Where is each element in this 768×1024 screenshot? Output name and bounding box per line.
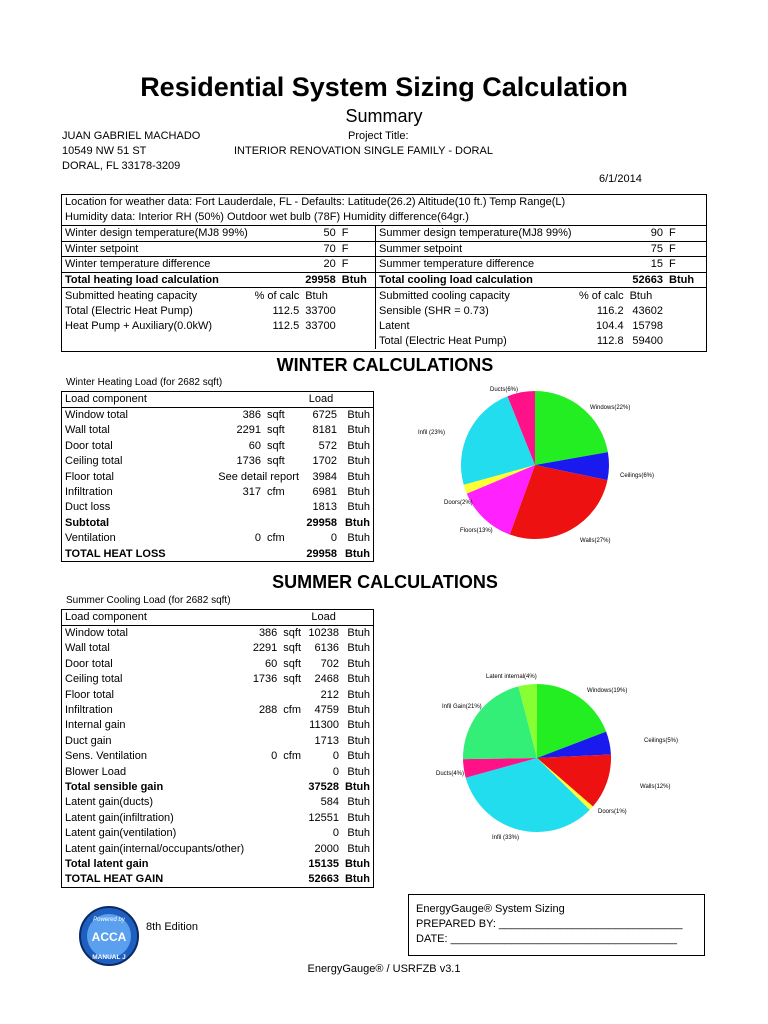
row-unit: Btuh [347,673,370,686]
row-qty: 2291 [252,642,278,655]
row-qty-unit: cfm [267,486,285,499]
summary-unit: F [341,227,349,240]
pie-label: Doors(1%) [598,809,627,815]
row-name: Subtotal [65,516,109,529]
summary-row [62,303,375,318]
table-row [62,764,373,779]
row-load: 584 [320,796,339,809]
row-name: Duct gain [65,734,112,747]
row-qty: 1736 [252,673,278,686]
table-row [62,779,373,794]
logo-bottom-text: MANUAL J [92,954,126,961]
summary-unit: F [341,258,349,271]
row-load: 37528 [308,780,339,793]
summer-section-title: SUMMER CALCULATIONS [272,572,498,592]
acca-logo [78,905,140,967]
table-row [62,656,373,671]
summary-unit [339,318,375,333]
summary-value: 15 [650,258,663,271]
row-unit: Btuh [347,501,370,514]
row-unit: Btuh [347,470,370,483]
logo-mid-text: ACCA [91,930,127,944]
version-label: EnergyGauge® / USRFZB v3.1 [307,963,461,975]
pie-label: Ducts(4%) [436,771,465,777]
summary-unit [666,318,706,333]
row-qty: 0 [254,532,261,545]
summary-row [376,334,706,349]
row-unit: Btuh [347,842,370,855]
project-title-label: Project Title: [348,130,409,142]
table-row [62,810,373,825]
summary-value: 29958 [305,273,336,286]
box-title: EnergyGauge® System Sizing [416,903,565,915]
table-row [62,672,373,687]
summary-row [62,288,375,303]
row-name: Window total [65,409,128,422]
summary-row [376,303,706,318]
row-qty [202,500,264,515]
summary-unit: F [669,258,676,271]
row-qty [247,733,280,748]
table-row [62,641,373,656]
summary-label: Winter temperature difference [65,258,211,271]
row-qty-unit [280,825,305,840]
row-name: Total latent gain [65,857,149,870]
pie-label: Ceilings(6%) [620,473,655,479]
row-qty-unit [264,500,302,515]
summary-value: 43602 [632,304,663,317]
table-row [62,872,373,887]
summary-label [62,334,251,349]
table-row [62,749,373,764]
row-qty: 2291 [236,424,261,437]
table-row [62,687,373,702]
row-unit: Btuh [347,688,370,701]
summary-value: 33700 [305,304,336,317]
summary-label: Summer design temperature(MJ8 99%) [379,227,572,240]
summary-left [62,225,376,349]
summary-pct: 112.5 [272,304,300,317]
row-load: 10238 [308,627,339,640]
table-row [62,625,373,640]
row-name: TOTAL HEAT LOSS [65,547,166,560]
pie-label: Infil (33%) [492,835,520,841]
row-qty-unit: cfm [283,750,302,763]
row-qty: 1736 [236,455,261,468]
table-row [62,856,373,871]
row-load: 0 [332,765,339,778]
summary-row [62,318,375,333]
summary-label: Latent [379,320,410,333]
logo-top-text: Powered by [93,917,125,923]
summary-value: 20 [323,258,336,271]
table-row [62,718,373,733]
pie-label: Doors(2%) [444,500,473,506]
winter-section-title: WINTER CALCULATIONS [276,355,494,375]
row-unit: Btuh [347,486,370,499]
summary-row [376,226,706,241]
summary-row [62,334,375,349]
col-component: Load component [65,393,147,406]
summary-box [61,194,707,352]
row-unit: Btuh [347,765,370,778]
summary-pct: % of calc [254,289,300,302]
summary-row [376,288,706,303]
row-load: 6725 [312,409,337,422]
table-header [62,392,373,407]
row-unit: Btuh [344,516,370,529]
summary-pct [575,241,627,256]
row-qty [202,546,264,561]
row-unit: Btuh [347,439,370,452]
row-name: Infiltration [65,704,113,717]
summary-label: Submitted cooling capacity [379,289,510,302]
row-qty [247,795,280,810]
row-unit: Btuh [347,627,370,640]
row-unit: Btuh [347,424,370,437]
row-unit: Btuh [347,827,370,840]
row-qty-unit [264,546,302,561]
row-load: 1813 [312,501,337,514]
row-name: Latent gain(infiltration) [65,811,174,824]
summary-pct: 104.4 [596,320,624,333]
summary-pct: % of calc [578,289,624,302]
table-row [62,531,373,546]
summary-row [62,241,375,256]
table-row [62,454,373,469]
row-qty [247,810,280,825]
row-unit: Btuh [347,750,370,763]
row-unit: Btuh [347,642,370,655]
summary-label: Heat Pump + Auxiliary(0.0kW) [65,320,213,333]
row-qty [247,825,280,840]
pie-label: Windows(19%) [587,688,628,694]
summary-pct: 116.2 [596,304,624,317]
row-qty [247,687,280,702]
summary-unit [339,303,375,318]
summary-unit: Btuh [341,273,367,286]
row-load: 702 [320,657,339,670]
row-qty [202,515,264,530]
summary-label: Summer setpoint [379,243,463,256]
row-qty-unit: sqft [267,424,285,437]
row-load: 11300 [309,719,339,732]
table-row [62,484,373,499]
summer-caption: Summer Cooling Load (for 2682 sqft) [66,595,231,606]
table-row [62,825,373,840]
row-qty: See detail report [218,470,299,483]
row-qty-unit: sqft [283,673,302,686]
row-qty-unit: sqft [267,439,285,452]
summary-pct [575,272,627,287]
row-load: 0 [330,532,337,545]
row-qty-unit [264,515,302,530]
summer-table [61,609,374,888]
table-row [62,795,373,810]
row-name: Sens. Ventilation [65,750,147,763]
summary-row [62,272,375,287]
row-load: 1713 [314,734,339,747]
winter-table [61,391,374,562]
row-qty-unit: sqft [267,409,285,422]
row-qty-unit [280,733,305,748]
row-qty: 60 [265,657,278,670]
summary-unit: F [341,243,349,256]
row-name: Floor total [65,688,114,701]
row-load: 1702 [312,455,337,468]
row-qty [247,718,280,733]
row-load: 2468 [314,673,339,686]
row-qty [247,841,280,856]
summary-label: Total (Electric Heat Pump) [65,304,193,317]
row-unit: Btuh [344,857,370,870]
report-date: 6/1/2014 [599,173,642,185]
row-qty-unit [280,872,305,887]
row-unit: Btuh [347,796,370,809]
row-unit: Btuh [347,409,370,422]
pie-label: Walls(12%) [640,784,671,790]
pie-label: Infil (23%) [418,430,446,436]
row-name: TOTAL HEAT GAIN [65,873,164,886]
table-row [62,546,373,561]
col-component: Load component [65,611,147,624]
row-load: 29958 [306,547,337,560]
row-unit: Btuh [347,704,370,717]
row-qty: 60 [248,439,261,452]
row-load: 12551 [308,811,339,824]
summary-pct [251,272,302,287]
row-name: Infiltration [65,486,113,499]
row-qty-unit [280,841,305,856]
summary-label: Summer temperature difference [379,258,535,271]
row-load: 0 [332,750,339,763]
row-qty-unit: sqft [267,455,285,468]
row-load: 2000 [314,842,339,855]
row-qty [247,764,280,779]
row-name: Ventilation [65,532,116,545]
row-name: Floor total [65,470,114,483]
row-qty-unit [280,779,305,794]
row-name: Ceiling total [65,455,123,468]
row-qty-unit [280,810,305,825]
winter-caption: Winter Heating Load (for 2682 sqft) [66,377,223,388]
col-load: Load [308,393,334,406]
row-qty: 288 [258,704,278,717]
summary-unit [666,303,706,318]
row-name: Total sensible gain [65,780,164,793]
row-unit: Btuh [344,547,370,560]
row-load: 3984 [312,470,337,483]
project-title: INTERIOR RENOVATION SINGLE FAMILY - DORAL [234,145,493,157]
summary-unit: F [669,243,676,256]
col-load: Load [311,611,336,624]
date-line: DATE: _____________________________________ [416,933,677,945]
energygauge-box [408,894,705,956]
row-qty-unit [280,764,305,779]
pie-label: Ducts(6%) [490,387,519,393]
summary-pct [251,226,302,241]
row-load: 572 [318,439,337,452]
summary-label: Sensible (SHR = 0.73) [379,304,489,317]
table-row [62,500,373,515]
row-qty-unit [280,856,305,871]
row-unit: Btuh [347,657,370,670]
row-name: Wall total [65,424,110,437]
row-load: 8181 [312,424,337,437]
row-name: Latent gain(ventilation) [65,827,177,840]
summary-label: Winter design temperature(MJ8 99%) [65,227,248,240]
row-unit: Btuh [347,811,370,824]
row-load: 4759 [314,704,339,717]
pie-label: Ceilings(5%) [644,738,679,744]
table-row [62,841,373,856]
summary-pct [251,257,302,272]
summary-label: Total heating load calculation [65,273,219,286]
owner-address1: 10549 NW 51 ST [62,145,147,157]
row-qty: 386 [242,409,261,422]
row-qty-unit [280,795,305,810]
summary-pct: 112.5 [272,320,300,333]
summary-pct: 112.8 [596,335,624,348]
row-qty: 317 [242,486,261,499]
page-title: Residential System Sizing Calculation [140,72,628,102]
edition-label: 8th Edition [146,921,198,933]
summary-unit [339,288,375,303]
summary-right [376,225,706,349]
row-load: 6136 [314,642,339,655]
row-load: 212 [320,688,339,701]
summary-label: Total cooling load calculation [379,273,533,286]
pie-label: Windows(22%) [590,405,631,411]
row-name: Internal gain [65,719,126,732]
owner-address2: DORAL, FL 33178-3209 [62,160,181,172]
row-name: Door total [65,439,113,452]
table-row [62,469,373,484]
summary-pct [251,334,302,349]
table-row [62,407,373,422]
summary-unit [666,334,706,349]
summary-value: 33700 [305,320,336,333]
summary-row [376,272,706,287]
row-qty-unit: sqft [283,657,302,670]
winter-pie-chart [408,378,656,550]
summary-value: 50 [323,227,336,240]
summary-value: 75 [650,243,663,256]
table-row [62,423,373,438]
row-qty [247,856,280,871]
row-unit: Btuh [347,532,370,545]
summary-row [62,257,375,272]
pie-label: Walls(27%) [580,538,611,544]
summary-row [376,257,706,272]
summary-value: 52663 [632,273,663,286]
row-qty: 0 [271,750,278,763]
summary-value [302,334,339,349]
table-row [62,515,373,530]
table-row [62,702,373,717]
summary-unit [339,334,375,349]
row-name: Door total [65,657,113,670]
summary-unit: F [669,227,676,240]
table-header [62,610,373,625]
row-qty-unit: sqft [283,627,302,640]
summary-label: Submitted heating capacity [65,289,198,302]
location-line: Location for weather data: Fort Lauderdale, FL - Defaults: Latitude(26.2) Altitude(10 ft.) Temp Range(L) [65,196,566,208]
row-name: Wall total [65,642,110,655]
summary-value: Btuh [305,289,328,302]
row-qty-unit: cfm [267,532,285,545]
row-unit: Btuh [344,780,370,793]
row-name: Latent gain(internal/occupants/other) [65,842,245,855]
row-name: Ceiling total [65,673,123,686]
row-qty [247,779,280,794]
summary-label: Total (Electric Heat Pump) [379,335,507,348]
summary-pct [251,241,302,256]
pie-label: Floors(13%) [460,528,493,534]
summary-row [376,318,706,333]
row-qty: 386 [258,627,278,640]
row-name: Window total [65,627,128,640]
row-name: Latent gain(ducts) [65,796,154,809]
row-qty-unit: cfm [283,704,302,717]
summary-unit [666,288,706,303]
row-name: Duct loss [65,501,111,514]
owner-name: JUAN GABRIEL MACHADO [62,130,201,142]
summary-pct [575,257,627,272]
row-load: 6981 [312,486,337,499]
summary-value: 15798 [632,320,663,333]
row-unit: Btuh [347,719,370,732]
owner-block [62,129,200,174]
row-load: 0 [332,827,339,840]
summary-row [62,226,375,241]
summary-value: 70 [323,243,336,256]
row-qty-unit [280,687,305,702]
humidity-line: Humidity data: Interior RH (50%) Outdoor wet bulb (78F) Humidity difference(64gr.) [65,211,469,223]
summary-pct [575,226,627,241]
summary-unit: Btuh [669,273,695,286]
row-qty-unit: sqft [283,642,302,655]
table-row [62,438,373,453]
row-unit: Btuh [344,873,370,886]
summary-row [376,241,706,256]
row-qty-unit [280,718,305,733]
row-unit: Btuh [347,734,370,747]
row-load: 15135 [308,857,339,870]
summary-value: 90 [650,227,663,240]
summer-pie-chart [412,668,679,848]
summary-label: Winter setpoint [65,243,139,256]
row-load: 52663 [308,873,339,886]
summary-value: Btuh [629,289,653,302]
page-subtitle: Summary [345,106,423,126]
pie-slice [535,391,608,465]
table-row [62,733,373,748]
pie-label: Latent internal(4%) [486,674,537,680]
row-name: Blower Load [65,765,127,778]
row-load: 29958 [306,516,337,529]
summary-value: 59400 [632,335,663,348]
pie-label: Infil Gain(21%) [442,704,482,710]
row-qty [247,872,280,887]
row-unit: Btuh [347,455,370,468]
prepared-by-line: PREPARED BY: ______________________________ [416,918,683,930]
